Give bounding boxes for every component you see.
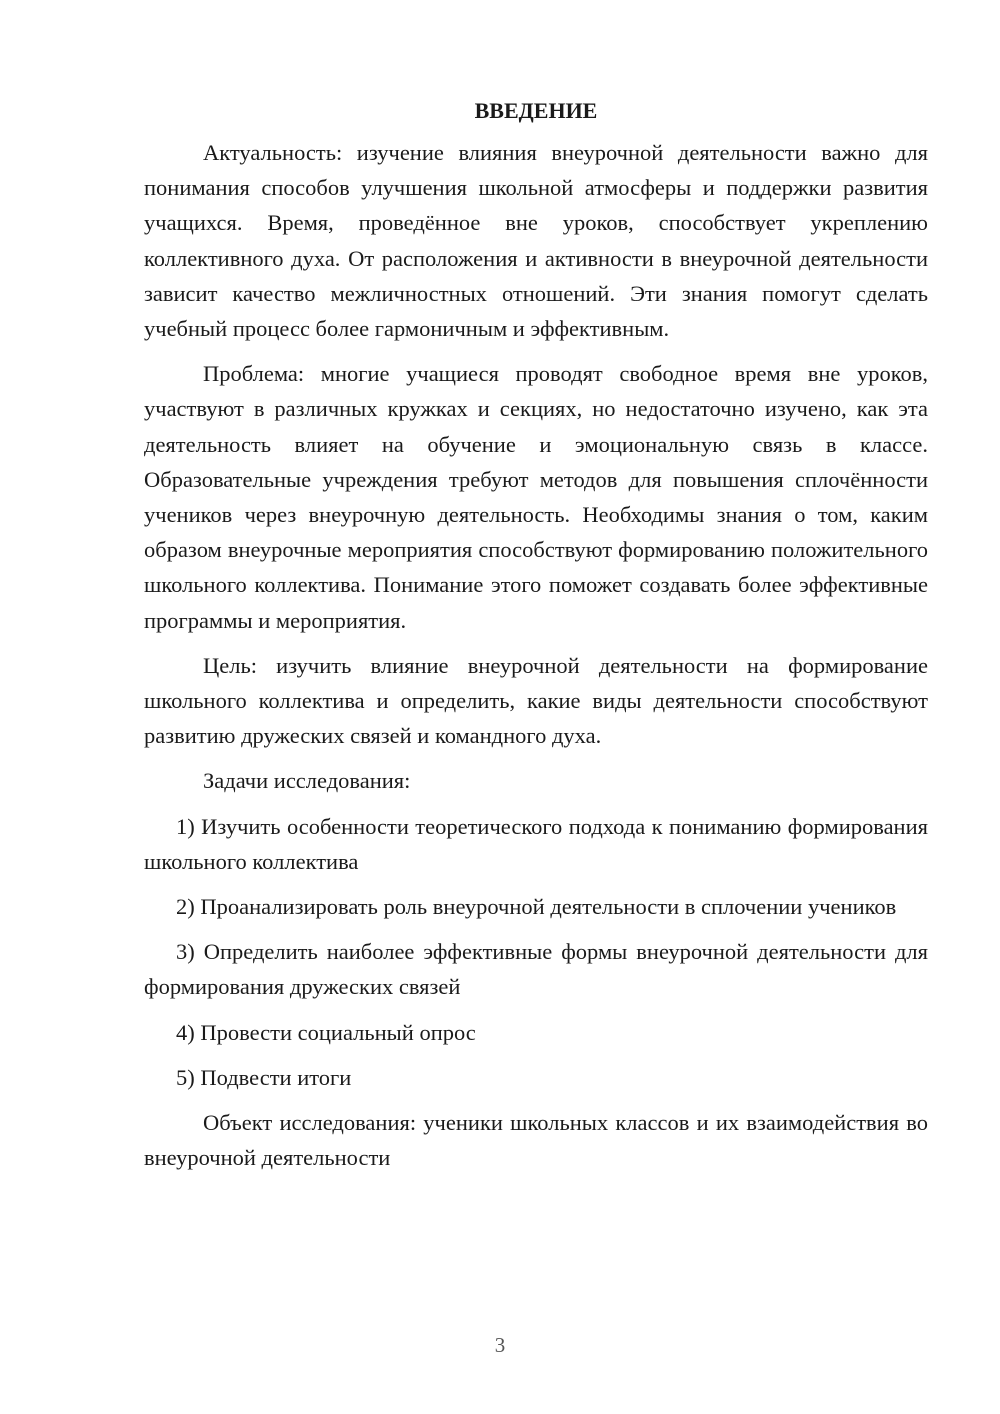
object-paragraph: Объект исследования: ученики школьных классов и их взаимодействия во внеурочной деятельности [144,1110,928,1171]
goal-paragraph: Цель: изучить влияние внеурочной деятельности на формирование школьного коллектива и определить, какие виды деятельности способствуют развитию дружеских связей и командного духа. [144,652,928,749]
page-number: 3 [494,1333,506,1357]
task-item-1: 1) Изучить особенности теоретического подхода к пониманию формирования школьного коллектива [144,813,928,874]
document-page [144,96,928,1185]
page-title: ВВЕДЕНИЕ [474,98,598,123]
task-item-2: 2) Проанализировать роль внеурочной деятельности в сплочении учеников [176,894,897,920]
task-item-5: 5) Подвести итоги [176,1064,352,1090]
task-item-3: 3) Определить наиболее эффективные формы внеурочной деятельности для формирования дружеских связей [144,939,928,1000]
problem-paragraph: Проблема: многие учащиеся проводят свободное время вне уроков, участвуют в различных кружках и секциях, но недостаточно изучено, как эта деятельность влияет на обучение и эмоциональную связь в классе. Образовательные учреждения требуют методов для повышения сплочённости учеников через внеурочную деятельность. Необходимы знания о том, каким образом внеурочные мероприятия способствуют формированию положительного школьного коллектива. Понимание этого поможет создавать более эффективные программы и мероприятия. [144,361,928,633]
actuality-paragraph: Актуальность: изучение влияния внеурочной деятельности важно для понимания способов улучшения школьной атмосферы и поддержки развития учащихся. Время, проведённое вне уроков, способствует укреплению коллективного духа. От расположения и активности в внеурочной деятельности зависит качество межличностных отношений. Эти знания помогут сделать учебный процесс более гармоничным и эффективным. [144,140,928,342]
task-item-4: 4) Провести социальный опрос [176,1019,476,1045]
tasks-list [144,809,928,1095]
tasks-heading: Задачи исследования: [203,768,411,794]
